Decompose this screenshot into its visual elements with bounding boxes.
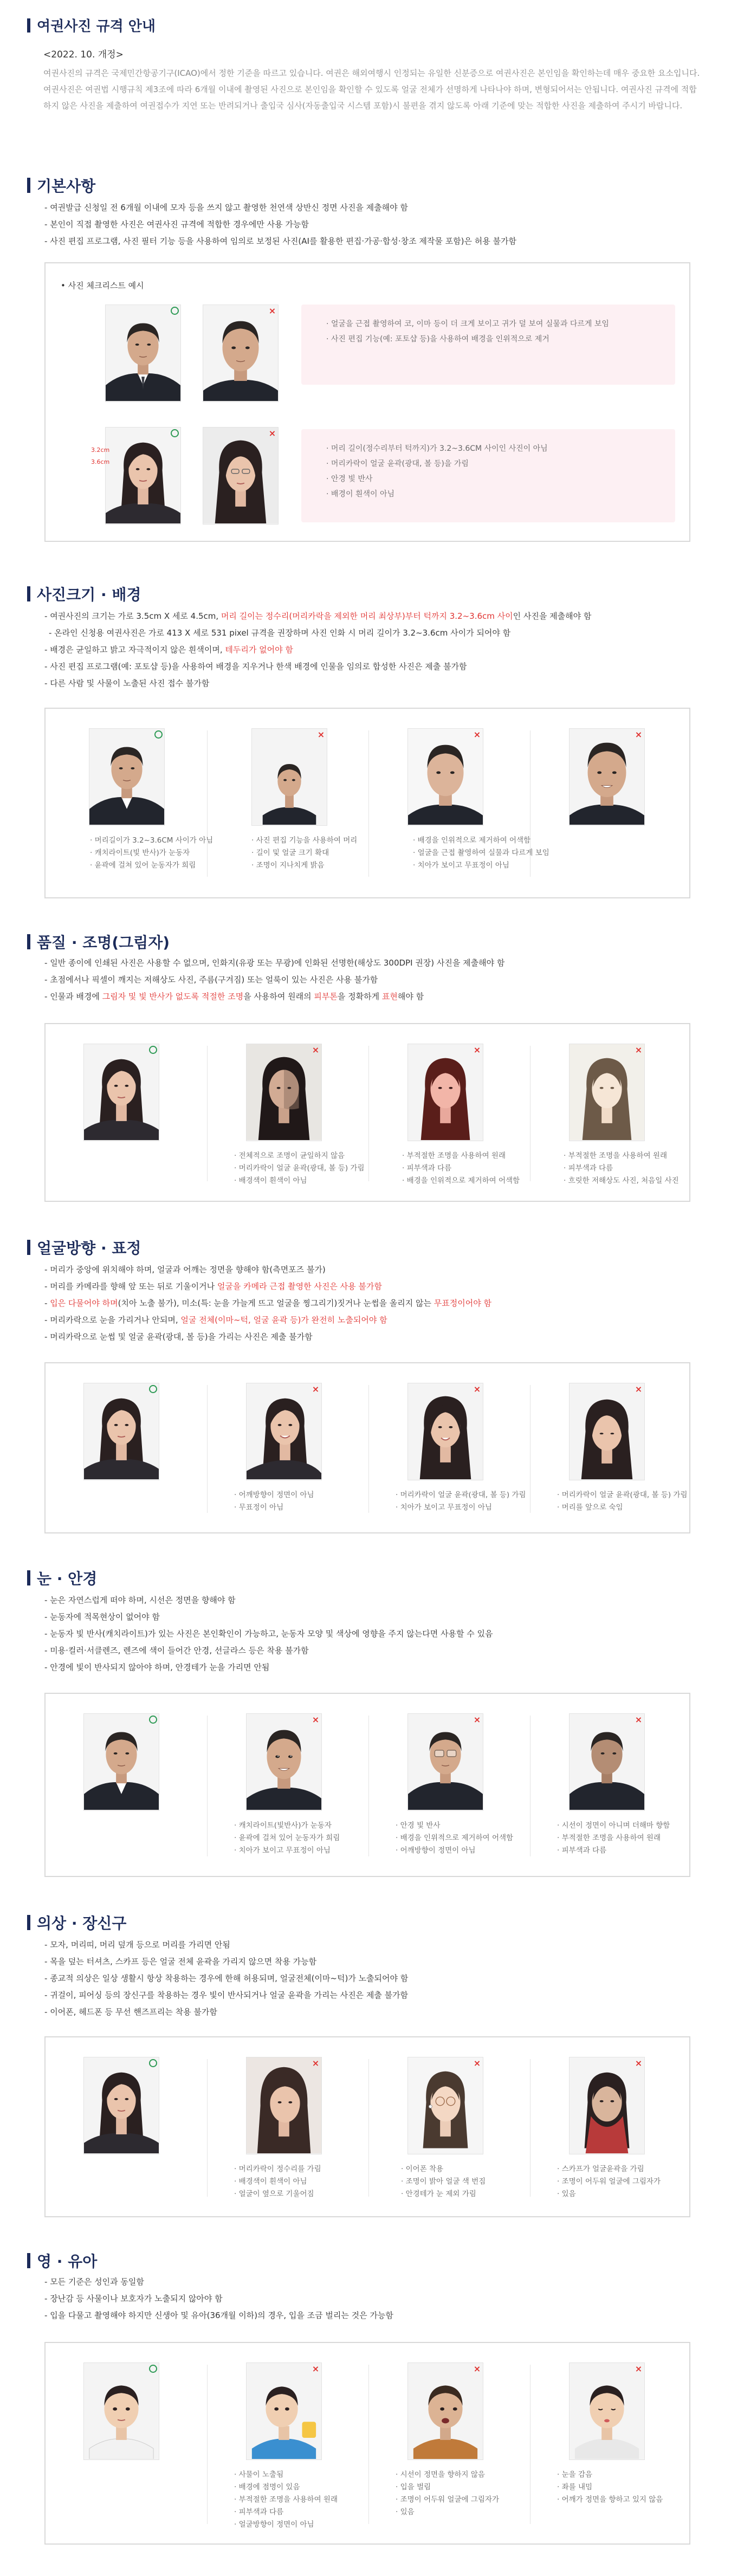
portrait-woman bbox=[570, 1383, 644, 1479]
section-title-infant: 영 · 유아 bbox=[27, 2250, 97, 2271]
section-title-eyes: 눈 · 안경 bbox=[27, 1567, 97, 1589]
wrong-mark-icon: × bbox=[635, 1714, 643, 1725]
portrait-man bbox=[106, 305, 180, 401]
example-photo bbox=[407, 2057, 483, 2154]
correct-mark-icon bbox=[149, 2059, 157, 2067]
example-photo bbox=[569, 2057, 645, 2154]
title-bar bbox=[27, 586, 30, 601]
caption-list: · 스카프가 얼굴윤곽을 가림 · 조명이 어두워 얼굴에 그림자가 · 있음 bbox=[557, 2163, 661, 2200]
section-title-basic: 기본사항 bbox=[27, 174, 95, 196]
wrong-mark-icon: × bbox=[473, 2364, 481, 2374]
title-bar bbox=[27, 178, 30, 193]
portrait-woman bbox=[84, 1383, 159, 1479]
rule-item: - 사진 편집 프로그램, 사진 필터 기능 등을 사용하여 임의로 보정된 사진(AI를 활용한 편집·가공·합성·창조 제작물 포함)은 허용 불가함 bbox=[44, 236, 516, 246]
portrait-man bbox=[408, 729, 483, 825]
rule-item: - 입을 다물고 촬영해야 하지만 신생아 및 유아(36개월 이하)의 경우, 입을 조금 벌리는 것은 가능함 bbox=[44, 2310, 393, 2320]
example-photo bbox=[246, 2057, 322, 2154]
title-bar bbox=[27, 2253, 30, 2268]
rules-size bbox=[44, 608, 711, 692]
example-photo bbox=[569, 1044, 645, 1141]
rule-item: - 장난감 등 사물이나 보호자가 노출되지 않아야 함 bbox=[44, 2294, 223, 2303]
checklist-item: · 배경이 흰색이 아님 bbox=[326, 487, 675, 502]
example-photo bbox=[203, 305, 279, 402]
wrong-mark-icon: × bbox=[635, 729, 643, 740]
wrong-mark-icon: × bbox=[635, 1384, 643, 1394]
rule-item: - 입은 다물어야 하며(치아 노출 불가), 미소(특: 눈을 가늘게 뜨고 얼굴을 찡그리기)짓거나 눈썹을 올리지 않는 무표정이어야 함 bbox=[44, 1298, 491, 1308]
example-box-basic bbox=[44, 262, 690, 542]
example-photo bbox=[203, 427, 279, 525]
example-photo bbox=[83, 1383, 159, 1480]
example-box-face bbox=[44, 1362, 690, 1533]
rule-item: - 사진 편집 프로그램(예: 포토샵 등)을 사용하여 배경을 지우거나 한색 배경에 인물을 임의로 합성한 사진은 제출 불가함 bbox=[44, 662, 467, 671]
rules-attire bbox=[44, 1937, 711, 2021]
example-photo bbox=[83, 2057, 159, 2154]
caption-list: · 머리길이가 3.2~3.6CM 사이가 아님 · 캐치라이트(빛 반사)가 눈동자 · 윤곽에 걸쳐 있어 눈동자가 희림 bbox=[90, 834, 213, 872]
caption-list: · 부적절한 조명을 사용하여 원래 · 피부색과 다름 · 배경을 인위적으로 제거하여 어색함 bbox=[402, 1150, 520, 1187]
rule-item: - 배경은 균일하고 밝고 자극적이지 않은 흰색이며, 테두리가 없어야 함 bbox=[44, 645, 293, 655]
caption-list: · 머리카락이 얼굴 윤곽(광대, 볼 등) 가림 · 머리를 앞으로 숙임 bbox=[557, 1489, 688, 1514]
portrait-woman bbox=[570, 1044, 644, 1140]
rule-item: - 온라인 신청용 여권사진은 가로 413 X 세로 531 pixel 규격을 권장하며 사진 인화 시 머리 길이가 3.2~3.6cm 사이가 되어야 함 bbox=[49, 628, 511, 638]
portrait-woman bbox=[408, 1383, 483, 1479]
correct-mark-icon bbox=[149, 1385, 157, 1393]
rules-face bbox=[44, 1261, 711, 1345]
section-title-face: 얼굴방향 · 표정 bbox=[27, 1237, 141, 1258]
wrong-mark-icon: × bbox=[473, 1384, 481, 1394]
portrait-man bbox=[247, 1714, 321, 1810]
caption-list: · 사물이 노출됨 · 배경에 점명이 있음 · 부적절한 조명을 사용하여 원래 · 피부색과 다름 · 얼굴방향이 정면이 아님 bbox=[234, 2469, 338, 2531]
correct-mark-icon bbox=[171, 429, 179, 437]
example-photo bbox=[246, 1713, 322, 1811]
example-photo bbox=[246, 2363, 322, 2460]
rule-item: - 이어폰, 헤드폰 등 무선 핸즈프리는 착용 불가함 bbox=[44, 2007, 217, 2017]
rule-item: - 일반 종이에 인쇄된 사진은 사용할 수 없으며, 인화지(유광 또는 무광)에 인화된 선명한(해상도 300DPI 권장) 사진을 제출해야 함 bbox=[44, 958, 505, 968]
portrait-woman bbox=[247, 1044, 321, 1140]
rules-basic bbox=[44, 199, 711, 250]
checklist-item: · 얼굴을 근접 촬영하여 코, 이마 등이 더 크게 보이고 귀가 덜 보여 실물과 다르게 보임 bbox=[326, 316, 675, 332]
section-title-attire: 의상 · 장신구 bbox=[27, 1912, 126, 1933]
correct-mark-icon bbox=[149, 1046, 157, 1054]
portrait-man bbox=[252, 729, 327, 825]
caption-list: · 캐치라이트(빛반사)가 눈동자 · 윤곽에 걸쳐 있어 눈동자가 희림 · 치아가 보이고 무표정이 아님 bbox=[234, 1820, 340, 1857]
portrait-man bbox=[570, 1714, 644, 1810]
rule-item: - 눈은 자연스럽게 떠야 하며, 시선은 정면을 향해야 함 bbox=[44, 1595, 236, 1605]
example-photo bbox=[569, 2363, 645, 2460]
rule-item: - 안경에 빛이 반사되지 않아야 하며, 안경테가 눈을 가리면 안됨 bbox=[44, 1662, 270, 1672]
divider bbox=[207, 2059, 208, 2197]
portrait-woman bbox=[408, 2057, 483, 2153]
portrait-man bbox=[84, 1714, 159, 1810]
caption-list: · 어깨방향이 정면이 아님 · 무표정이 아님 bbox=[234, 1489, 314, 1514]
measure-label-bottom: 3.6cm bbox=[91, 458, 110, 465]
portrait-woman bbox=[84, 1044, 159, 1140]
portrait-woman bbox=[247, 2057, 321, 2153]
rule-item: - 눈동자 빛 반사(캐치라이트)가 있는 사진은 본인확인이 가능하고, 눈동자 모양 및 색상에 영향을 주지 않는다면 사용할 수 있음 bbox=[44, 1629, 493, 1639]
rule-item: - 여권발급 신청일 전 6개월 이내에 모자 등을 쓰지 않고 촬영한 천연색 상반신 정면 사진을 제출해야 함 bbox=[44, 203, 408, 212]
example-photo bbox=[407, 2363, 483, 2460]
rule-item: - 종교적 의상은 일상 생활시 항상 착용하는 경우에 한해 허용되며, 얼굴전체(이마~턱)가 노출되어야 함 bbox=[44, 1973, 409, 1983]
portrait-child bbox=[408, 2363, 483, 2459]
portrait-man bbox=[408, 1714, 483, 1810]
measure-label-top: 3.2cm bbox=[91, 446, 110, 454]
section-title-size: 사진크기 · 배경 bbox=[27, 583, 141, 605]
rule-item: - 눈동자에 적목현상이 없어야 함 bbox=[44, 1612, 160, 1622]
divider bbox=[368, 1716, 369, 1856]
example-box-quality bbox=[44, 1023, 690, 1202]
rule-item: - 귀걸이, 피어싱 등의 장신구를 착용하는 경우 빛이 반사되거나 얼굴 윤곽을 가리는 사진은 제출 불가함 bbox=[44, 1990, 409, 2000]
portrait-man bbox=[203, 305, 278, 401]
portrait-man bbox=[570, 729, 644, 825]
intro-text: 여권사진의 규격은 국제민간항공기구(ICAO)에서 정한 기준을 따르고 있습니다. 여권은 해외여행시 인정되는 유일한 신분증으로 여권사진은 본인임을 확인하는데 매우 중요한 요소입니다. 여권사진은 여권법 시행규칙 제3조에 따라 6개월 이내에 촬영된 사진으로 본인임을 확인할 수 있도록 얼굴 전체가 선명하게 나타나야 하며, 변형되어서는 안됩니다. 여권사진 규격에 적합하지 않은 사진을 제출하여 여권접수가 지연 또는 반려되거나 출입국 심사(자동출입국 시스템 포함)시 불편을 겪지 않도록 아래 기준에 맞는 적합한 사진을 제출하여 주시기 바랍니다. bbox=[43, 68, 700, 111]
example-photo bbox=[83, 2363, 159, 2460]
example-photo bbox=[89, 728, 165, 826]
divider bbox=[368, 2059, 369, 2197]
rule-item: - 여권사진의 크기는 가로 3.5cm X 세로 4.5cm, 머리 길이는 정수리(머리카락을 제외한 머리 최상부)부터 턱까지 3.2~3.6cm 사이인 사진을 제출해야 함 bbox=[44, 611, 592, 621]
divider bbox=[207, 1385, 208, 1513]
title-bar bbox=[27, 1570, 30, 1585]
correct-mark-icon bbox=[171, 307, 179, 315]
rule-item: - 본인이 직접 촬영한 사진은 여권사진 규격에 적합한 경우에만 사용 가능함 bbox=[44, 219, 309, 229]
checklist-item: · 머리카락이 얼굴 윤곽(광대, 볼 등)을 가림 bbox=[326, 456, 675, 471]
wrong-mark-icon: × bbox=[473, 1714, 481, 1725]
divider bbox=[368, 1385, 369, 1513]
rules-eyes bbox=[44, 1592, 711, 1676]
checklist-panel bbox=[301, 429, 675, 522]
rules-quality bbox=[44, 955, 711, 1005]
divider bbox=[207, 1716, 208, 1856]
portrait-woman bbox=[203, 428, 278, 523]
checklist-item: · 사진 편집 기능(예: 포토샵 등)을 사용하여 배경을 인위적으로 제거 bbox=[326, 332, 675, 347]
divider bbox=[207, 1046, 208, 1181]
portrait-woman bbox=[247, 1383, 321, 1479]
example-photo bbox=[569, 1713, 645, 1811]
checklist-item: · 머리 길이(정수리부터 턱까지)가 3.2~3.6CM 사이인 사진이 아님 bbox=[326, 441, 675, 456]
rule-item: - 머리가 중앙에 위치해야 하며, 얼굴과 어깨는 정면을 향해야 함(측면포즈 불가) bbox=[44, 1265, 326, 1274]
title-bar bbox=[27, 18, 30, 33]
wrong-mark-icon: × bbox=[312, 2058, 320, 2068]
example-photo bbox=[251, 728, 327, 826]
rule-item: - 모자, 머리띠, 머리 덮개 등으로 머리를 가리면 안됨 bbox=[44, 1940, 230, 1950]
example-box-eyes bbox=[44, 1693, 690, 1877]
example-photo bbox=[569, 728, 645, 826]
title-bar bbox=[27, 934, 30, 949]
rule-item: - 머리카락으로 눈썹 및 얼굴 윤곽(광대, 볼 등)을 가리는 사진은 제출 불가함 bbox=[44, 1332, 313, 1342]
example-box-size bbox=[44, 708, 690, 898]
wrong-mark-icon: × bbox=[268, 306, 276, 316]
divider bbox=[368, 2365, 369, 2524]
rule-item: - 모든 기준은 성인과 동일함 bbox=[44, 2277, 144, 2287]
section-title-quality: 품질 · 조명(그림자) bbox=[27, 931, 170, 953]
portrait-woman bbox=[408, 1044, 483, 1140]
example-photo bbox=[569, 1383, 645, 1480]
rule-item: - 미용·컬러·서클렌즈, 렌즈에 색이 들어간 안경, 선글라스 등은 착용 불가함 bbox=[44, 1646, 309, 1655]
example-photo bbox=[83, 1713, 159, 1811]
wrong-mark-icon: × bbox=[473, 729, 481, 740]
rule-item: - 초점에서나 픽셀이 깨지는 저해상도 사진, 주름(구겨짐) 또는 얼룩이 있는 사진은 사용 불가함 bbox=[44, 975, 378, 985]
divider bbox=[368, 730, 369, 877]
page-title: 여권사진 규격 안내 bbox=[27, 15, 156, 35]
caption-list: · 전체적으로 조명이 균일하지 않음 · 머리카락이 얼굴 윤곽(광대, 볼 등) 가림 · 배경색이 흰색이 아님 bbox=[234, 1150, 365, 1187]
divider bbox=[530, 1385, 531, 1513]
example-photo bbox=[246, 1383, 322, 1480]
divider bbox=[530, 1716, 531, 1856]
correct-mark-icon bbox=[149, 2365, 157, 2373]
wrong-mark-icon: × bbox=[312, 1045, 320, 1055]
checklist-panel bbox=[301, 305, 675, 385]
example-photo bbox=[105, 305, 181, 402]
example-photo bbox=[407, 1044, 483, 1141]
rule-item: - 다른 사람 및 사물이 노출된 사진 접수 불가함 bbox=[44, 678, 210, 688]
rule-item: - 목을 덮는 터셔츠, 스카프 등은 얼굴 전체 윤곽을 가리지 않으면 착용 가능함 bbox=[44, 1957, 317, 1966]
caption-list: · 시선이 정면이 아니며 더해마 향함 · 부적절한 조명을 사용하여 원래 · 피부색과 다름 bbox=[557, 1820, 670, 1857]
caption-list: · 배경을 인위적으로 제거하여 어색함 · 얼굴을 근접 촬영하여 실물과 다르게 보임 · 치아가 보이고 무표정이 아님 bbox=[413, 834, 549, 872]
wrong-mark-icon: × bbox=[268, 428, 276, 438]
portrait-woman bbox=[570, 2057, 644, 2153]
caption-list: · 시선이 정면을 향하지 않음 · 입을 벌림 · 조명이 어두워 얼굴에 그림자가 · 있음 bbox=[396, 2469, 499, 2519]
rule-item: - 인물과 배경에 그림자 및 빛 반사가 없도록 적절한 조명을 사용하여 원래의 피부톤을 정확하게 표현해야 함 bbox=[44, 992, 424, 1001]
revision-date: <2022. 10. 개정> bbox=[43, 49, 124, 60]
divider bbox=[207, 2365, 208, 2524]
example-photo bbox=[407, 1713, 483, 1811]
wrong-mark-icon: × bbox=[635, 2364, 643, 2374]
correct-mark-icon bbox=[149, 1716, 157, 1724]
divider bbox=[368, 1046, 369, 1181]
example-photo bbox=[246, 1044, 322, 1141]
rules-infant bbox=[44, 2274, 711, 2324]
portrait-woman bbox=[106, 428, 180, 523]
caption-list: · 사진 편집 기능을 사용하여 머리 · 길이 및 얼굴 크기 확대 · 조명이 지나치게 밝음 bbox=[251, 834, 357, 872]
example-photo bbox=[407, 1383, 483, 1480]
caption-list: · 머리카락이 얼굴 윤곽(광대, 볼 등) 가림 · 치아가 보이고 무표정이 아님 bbox=[396, 1489, 526, 1514]
wrong-mark-icon: × bbox=[312, 1714, 320, 1725]
caption-list: · 이어폰 착용 · 조명이 밝아 얼굴 색 번짐 · 안경테가 눈 제외 가림 bbox=[401, 2163, 486, 2200]
caption-list: · 눈을 감음 · 좌를 내밈 · 어깨가 정면을 향하고 있지 않음 bbox=[557, 2469, 663, 2506]
wrong-mark-icon: × bbox=[473, 1045, 481, 1055]
title-bar bbox=[27, 1240, 30, 1255]
rule-item: - 머리카락으로 눈을 가리거나 안되며, 얼굴 전체(이마~턱, 얼굴 윤곽 등)가 완전히 노출되어야 함 bbox=[44, 1315, 387, 1325]
divider bbox=[530, 2059, 531, 2197]
wrong-mark-icon: × bbox=[317, 729, 325, 740]
example-box-attire bbox=[44, 2036, 690, 2217]
wrong-mark-icon: × bbox=[312, 1384, 320, 1394]
divider bbox=[530, 2365, 531, 2524]
portrait-child bbox=[570, 2363, 644, 2459]
caption-list: · 안경 빛 반사 · 배경을 인위적으로 제거하여 어색함 · 어깨방향이 정면이 아님 bbox=[396, 1820, 513, 1857]
wrong-mark-icon: × bbox=[635, 1045, 643, 1055]
example-photo bbox=[83, 1044, 159, 1141]
wrong-mark-icon: × bbox=[635, 2058, 643, 2068]
example-photo bbox=[105, 427, 181, 525]
caption-list: · 부적절한 조명을 사용하여 원래 · 피부색과 다름 · 흐릿한 저해상도 사진, 처음일 사진 bbox=[564, 1150, 679, 1187]
wrong-mark-icon: × bbox=[312, 2364, 320, 2374]
portrait-woman bbox=[84, 2057, 159, 2153]
portrait-child bbox=[247, 2363, 321, 2459]
caption-list: · 머리카락이 정수리를 가림 · 배경색이 흰색이 아님 · 얼굴이 옆으로 기울어짐 bbox=[234, 2163, 321, 2200]
divider bbox=[530, 1046, 531, 1181]
checklist-item: · 안경 빛 반사 bbox=[326, 471, 675, 487]
wrong-mark-icon: × bbox=[473, 2058, 481, 2068]
portrait-man bbox=[89, 729, 164, 825]
example-head: • 사진 체크리스트 예시 bbox=[61, 281, 144, 290]
portrait-child bbox=[84, 2363, 159, 2459]
rule-item: - 머리를 카메라를 향해 앞 또는 뒤로 기울이거나 얼굴을 카메라 근접 촬영한 사진은 사용 불가함 bbox=[44, 1281, 382, 1291]
example-photo bbox=[407, 728, 483, 826]
title-bar bbox=[27, 1915, 30, 1930]
example-box-infant bbox=[44, 2342, 690, 2545]
correct-mark-icon bbox=[154, 730, 163, 739]
